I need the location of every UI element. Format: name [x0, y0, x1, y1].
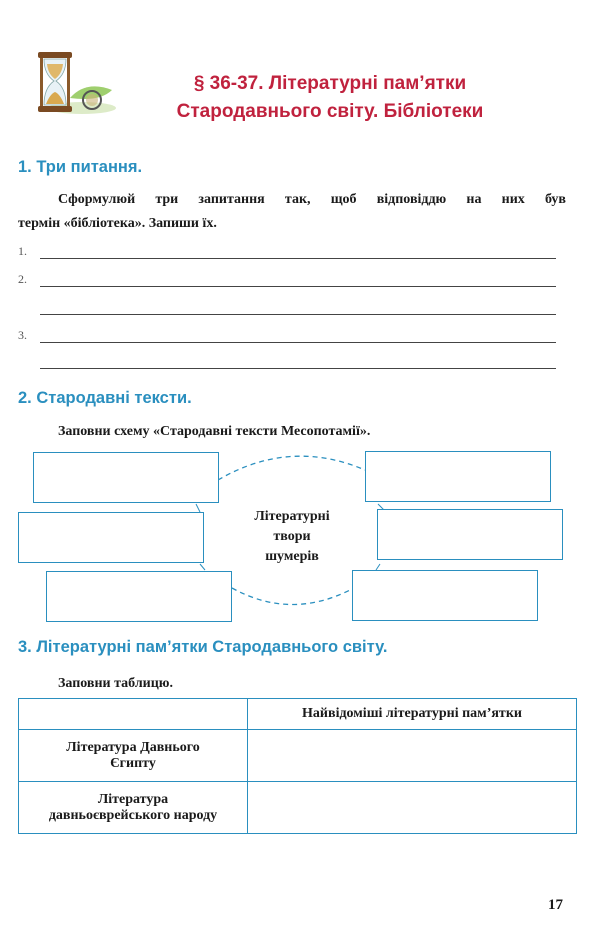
page-title: [130, 70, 530, 126]
scheme-box-bottom-right[interactable]: [352, 570, 538, 621]
section-3-instruction: Заповни таблицю.: [58, 676, 174, 691]
scheme-box-top-left[interactable]: [33, 452, 219, 503]
scheme-box-bottom-left[interactable]: [46, 571, 232, 622]
section-2-instruction: Заповни схему «Стародавні тексти Месопотамії».: [58, 424, 371, 439]
answer-number-3: 3.: [18, 328, 27, 342]
section-1-heading: 1. Три питання.: [18, 158, 143, 176]
section-3-heading: 3. Літературні пам’ятки Стародавнього світу.: [18, 638, 388, 656]
instruction-line-1: Сформулюй три запитання так, щоб відповіддю на них був: [58, 192, 566, 207]
table-cell-egypt-answer[interactable]: [248, 730, 577, 782]
table-row-label-egypt: [19, 730, 248, 782]
title-line-1: § 36-37. Літературні пам’ятки: [193, 73, 467, 94]
answer-line-2[interactable]: [40, 286, 556, 287]
answer-line-3[interactable]: [40, 342, 556, 343]
section-1-instruction: [18, 188, 566, 236]
hourglass-icon: [30, 50, 118, 116]
page-number: 17: [548, 897, 563, 913]
monuments-table: [18, 698, 577, 834]
center-line-1: Літературні: [254, 509, 330, 524]
title-line-2: Стародавнього світу. Бібліотеки: [176, 101, 484, 122]
table-corner-cell: [19, 699, 248, 730]
instruction-line-2: термін «бібліотека». Запиши їх.: [18, 216, 217, 231]
scheme-box-top-right[interactable]: [365, 451, 551, 502]
table-row-label-hebrew: [19, 782, 248, 834]
scheme-center-label: [224, 507, 360, 567]
answer-line-1[interactable]: [40, 258, 556, 259]
answer-line-2b[interactable]: [40, 314, 556, 315]
section-2-heading: 2. Стародавні тексти.: [18, 389, 192, 407]
scheme-box-mid-left[interactable]: [18, 512, 204, 563]
scheme-box-mid-right[interactable]: [377, 509, 563, 560]
row2-line-2: давньоєврейського народу: [48, 807, 218, 823]
row2-line-1: Література: [97, 791, 169, 807]
row1-line-2: Єгипту: [110, 755, 156, 771]
center-line-3: шумерів: [265, 549, 319, 564]
table-header-cell: Найвідоміші літературні пам’ятки: [248, 699, 577, 730]
answer-number-1: 1.: [18, 244, 27, 258]
answer-line-3b[interactable]: [40, 368, 556, 369]
row1-line-1: Література Давнього: [66, 739, 200, 755]
answer-number-2: 2.: [18, 272, 27, 286]
table-cell-hebrew-answer[interactable]: [248, 782, 577, 834]
center-line-2: твори: [273, 529, 311, 544]
